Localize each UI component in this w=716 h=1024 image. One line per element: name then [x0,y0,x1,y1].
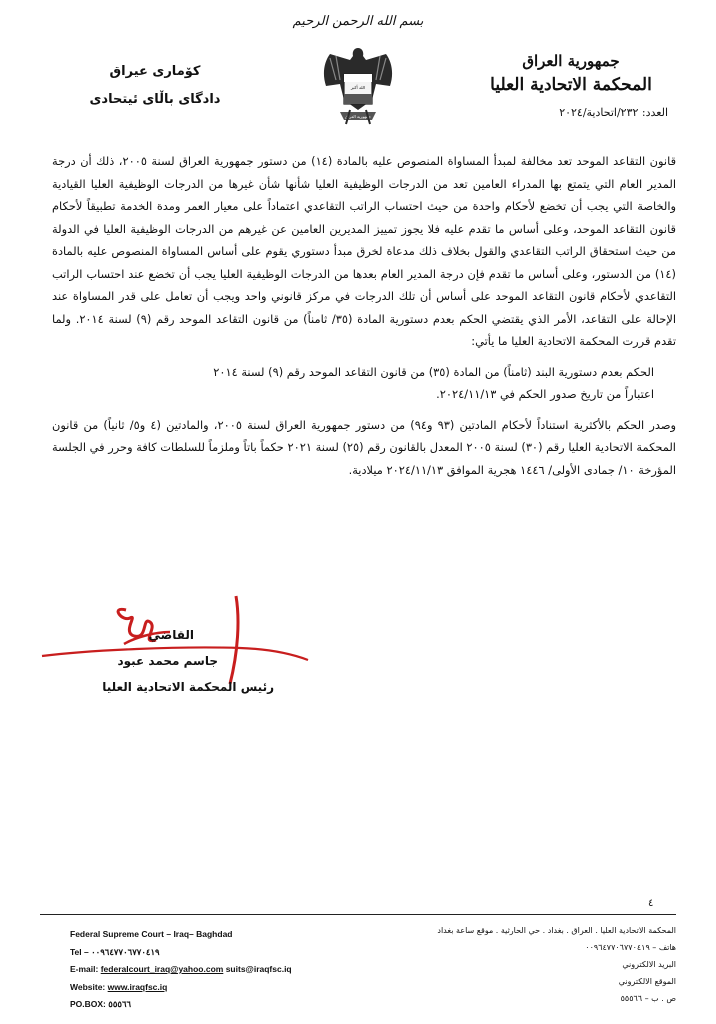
emblem-motto: الله أكبر [350,85,366,90]
footer-contact-arabic [376,922,676,1007]
footer-address-arabic: المحكمة الاتحادية العليا . العراق . بغداد . حي الحارثية . موقع ساعة بغداد [437,926,676,935]
document-number: العدد: ٢٣٢/اتحادية/٢٠٢٤ [559,106,668,119]
footer-email-label: E-mail: [70,964,99,974]
footer-email-secondary[interactable]: suits@iraqfsc.iq [225,964,292,974]
verdict-line: الحكم بعدم دستورية البند (ثامناً) من المادة (٣٥) من قانون التقاعد الموحد رقم (٩) لسنة ٢٠١٤ [213,364,654,379]
judge-title: القاضي [148,628,194,642]
signature-block [60,622,290,700]
footer-pobox: PO.BOX: ٥٥٥٦٦ [70,999,132,1009]
reasoning-paragraph: قانون التقاعد الموحد تعد مخالفة لمبدأ المساواة المنصوص عليه بالمادة (١٤) من دستور جمهورية العراق لسنة ٢٠٠٥، ذلك أن درجة المدير العام التي يتمتع بها المدراء العامين تعد من الدرجات الوظيفية العليا شأنها شأن غيرها من الدرجات الوظيفية العليا القيادية والخاصة التي يجب أن تخضع لأحكام واحدة من حيث احتساب الراتب التقاعدي اعتماداً على معيار العمر ومدة الخدمة تطبيقاً لأحكام قانون التقاعد الموحد، وعلى أساس ما تقدم عليه فلا يجوز تمييز المديرين العامين عن غيرهم من الدرجات الوظيفية العليا في الدولة من حيث استحقاق الراتب التقاعدي والقول بخلاف ذلك مدعاة لخرق مبدأ دستوري يقوم على أساس المساواة المنصوص عليه بالمادة (١٤) من الدستور، وعلى أساس ما تقدم فإن درجة المدير العام بعدها من الدرجات الوظيفية العليا يجب أن تخضع عند احتساب الراتب التقاعدي لأحكام قانون التقاعد الموحد على أساس أن تلك الدرجات في مركز قانوني واحد ويجب أن تعامل على قدر المساواة عند الإحالة على التقاعد، الأمر الذي يقتضي الحكم بعدم دستورية المادة (٣٥/ ثامناً) من قانون التقاعد الموحد رقم (٩) لسنة ٢٠١٤. ولما تقدم قررت المحكمة الاتحادية العليا ما يأتي: [52,154,677,348]
footer-email-link[interactable]: federalcourt_iraq@yahoo.com [100,964,224,974]
iraq-eagle-emblem [310,40,406,140]
header-kurdish [50,58,260,114]
footer-divider [40,914,676,915]
footer-website-row [70,979,370,997]
judge-position: رئيس المحكمة الاتحادية العليا [102,680,274,694]
page-number: ٤ [648,898,654,909]
court-name-kurdish: دادگای باڵای ئیتحادی [89,92,221,107]
header-arabic [466,50,676,124]
verdict-effective-date: اعتباراً من تاريخ صدور الحكم في ٢٠٢٤/١١/١٣. [436,387,654,401]
emblem-banner-text: جمهورية العراق [345,114,371,119]
court-name-arabic: المحكمة الاتحادية العليا [490,75,652,95]
footer-phone-arabic: هاتف – ٠٠٩٦٤٧٧٠٦٧٧٠٤١٩ [585,943,676,952]
footer-pobox-arabic: ص . ب – ٥٥٥٦٦ [620,994,676,1003]
closing-paragraph: وصدر الحكم بالأكثرية استناداً لأحكام المادتين (٩٣ و٩٤) من دستور جمهورية العراق لسنة ٢٠٠٥، والمادتين (٤ و٥/ ثانياً) من قانون المحكمة الاتحادية العليا رقم (٣٠) لسنة ٢٠٠٥ المعدل بالقانون رقم (٢٥) لسنة ٢٠٢١ حكماً باتاً وملزماً للسلطات كافة وحرر في الجلسة المؤرخة ١٠/ جمادى الأولى/ ١٤٤٦ هجرية الموافق ٢٠٢٤/١١/١٣ ميلادية. [52,417,677,477]
footer-website-label-arabic: الموقع الالكتروني [618,977,676,986]
footer-email-row [70,961,370,979]
footer-phone: Tel – ٠٠٩٦٤٧٧٠٦٧٧٠٤١٩ [70,946,160,957]
basmala: بسم الله الرحمن الرحيم [292,14,424,29]
footer-contact-english [70,926,370,1014]
footer-court-name: Federal Supreme Court – Iraq– Baghdad [70,929,233,939]
country-name-arabic: جمهورية العراق [522,52,620,70]
footer-email-label-arabic: البريد الالكتروني [622,960,676,969]
judge-name: جاسم محمد عبود [117,654,218,668]
judgment-body [52,150,676,481]
footer-website-link[interactable]: www.iraqfsc.iq [107,981,168,992]
footer-website-label: Website: [70,981,106,992]
country-name-kurdish: كۆماری عیراق [109,64,201,79]
